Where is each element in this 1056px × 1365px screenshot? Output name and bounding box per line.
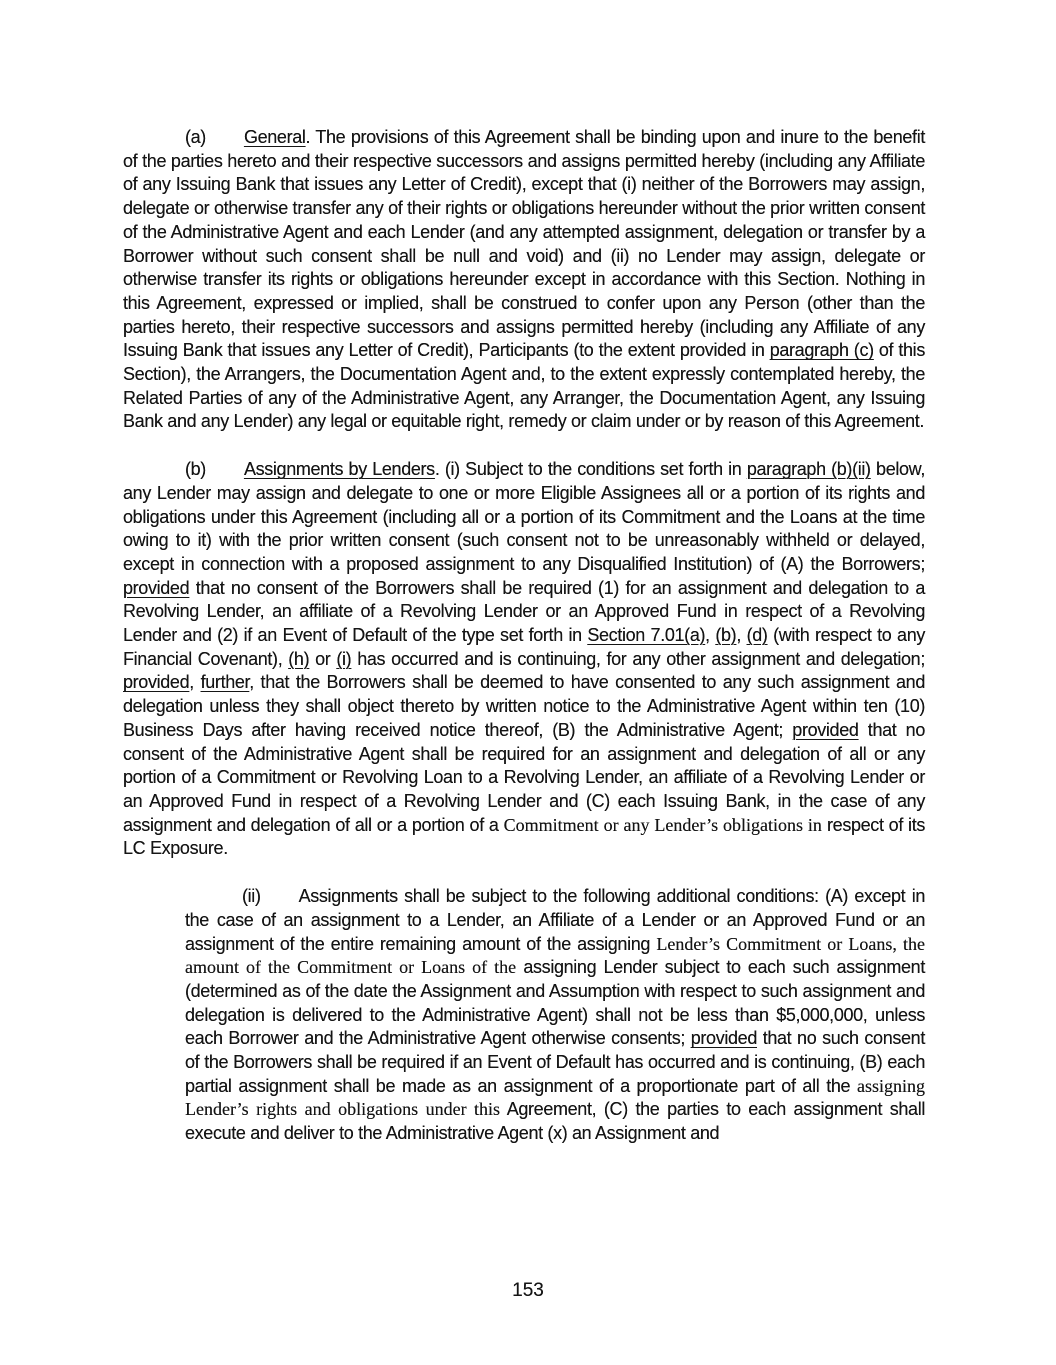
text-segment: (a) — [185, 127, 206, 147]
text-segment: has occurred and is continuing, for any other assignment and delegation; — [351, 648, 925, 669]
underlined-term: (h) — [288, 648, 310, 669]
text-segment: Agreement, (C) the parties to each assignment shall execute and deliver to the Administrative Agent (x) an Assignment and — [185, 1099, 926, 1144]
underlined-term: provided — [123, 577, 190, 598]
text-segment: that no such consent of the Borrowers shall be required if an Event of Default has occurred and is continuing, (B) each partial assignment shall be made as an assignment of a proportionate part of all the — [185, 1028, 925, 1096]
text-segment: assigning Lender subject to each such assignment (determined as of the date the Assignment and Assumption with respect to such assignment and delegation is delivered to the Administrative Agent) shall not be less than $5,000,000, unless each Borrower and the Administrative Agent otherwise consents; — [185, 957, 925, 1049]
document-body — [123, 126, 925, 1170]
underlined-term: Section 7.01(a) — [587, 625, 706, 646]
text-segment: , — [189, 672, 201, 693]
text-segment: (with respect to any Financial Covenant), — [123, 625, 925, 669]
text-segment: that no consent of the Administrative Agent shall be required for an assignment and delegation of all or any portion of a Commitment or Revolving Loan to a Revolving Lender, an affiliate of a Revolving Lender or an Approved Fund in respect of a Revolving Lender and (C) each Issuing Bank, in the case of any assignment and delegation of all or a portion of a — [123, 719, 926, 835]
text-segment: of this Section), the Arrangers, the Documentation Agent and, to the extent expressly contemplated hereby, the Related Parties of any of the Administrative Agent, any Arranger, the Documentation Agent, any Issuing Bank and any Lender) any legal or equitable right, remedy or claim under or by reason of this Agreement. — [123, 340, 925, 432]
text-segment: (ii) — [242, 886, 261, 907]
text-segment: , — [705, 625, 716, 646]
underlined-term: provided — [123, 672, 190, 693]
text-segment: (b) — [185, 459, 206, 480]
underlined-term: paragraph (c) — [769, 340, 874, 361]
paragraph-a — [123, 126, 925, 434]
text-segment: . (i) Subject to the conditions set forth in — [434, 459, 747, 480]
underlined-term: provided — [690, 1028, 757, 1049]
underlined-term: (i) — [336, 648, 352, 669]
paragraph-b-ii — [185, 885, 925, 1146]
underlined-term: (b) — [715, 625, 737, 646]
page-number: 153 — [512, 1280, 544, 1301]
underlined-term: paragraph (b)(ii) — [746, 459, 871, 480]
text-segment: Commitment or any Lender’s obligations in — [503, 814, 822, 835]
text-segment: assigning Lender’s rights and obligations under this — [185, 1075, 925, 1120]
underlined-term: provided — [792, 719, 859, 740]
text-segment: respect of its LC Exposure. — [123, 814, 926, 859]
underlined-term: (d) — [746, 625, 768, 646]
paragraph-b — [123, 458, 925, 861]
text-segment: below, any Lender may assign and delegate to one or more Eligible Assignees all or a portion of its rights and obligations under this Agreement (including all or a portion of its Commitment and the Loans at the time owing to it) with the prior written consent (such consent not to be unreasonably withheld or delayed, except in connection with a proposed assignment to any Disqualified Institution) of (A) the Borrowers; — [123, 459, 925, 574]
text-segment: Lender’s Commitment or Loans, the amount of the Commitment or Loans of the — [185, 933, 925, 978]
text-segment: that no consent of the Borrowers shall be required (1) for an assignment and delegation to a Revolving Lender, an affiliate of a Revolving Lender or an Approved Fund in respect of a Revolving Lender and (2) if an Event of Default of the type set forth in — [123, 577, 925, 646]
text-segment: , that the Borrowers shall be deemed to have consented to any such assignment and delegation unless they shall object thereto by written notice to the Administrative Agent within ten (10) Business Days after having received notice thereof, (B) the Administrative Agent; — [123, 672, 925, 740]
text-segment: or — [309, 648, 337, 669]
underlined-term: General — [243, 127, 306, 147]
text-segment: , — [736, 625, 747, 646]
text-segment: . The provisions of this Agreement shall be binding upon and inure to the benefit of the parties hereto and their respective successors and assigns permitted hereby (including any Affiliate of any Issuing Bank that issues any Letter of Credit), except that (i) neither of the Borrowers may assign, delegate or otherwise transfer any of their rights or obligations hereunder without the prior written consent of the Administrative Agent and each Lender (and any attempted assignment, delegation or transfer by a Borrower without such consent shall be null and void) and (ii) no Lender may assign, delegate or otherwise transfer its rights or obligations hereunder except in accordance with this Section. Nothing in this Agreement, expressed or implied, shall be construed to confer upon any Person (other than the parties hereto, their respective successors and assigns permitted hereby (including any Affiliate of any Issuing Bank that issues any Letter of Credit), Participants (to the extent provided in — [123, 127, 925, 361]
underlined-term: further — [200, 672, 250, 693]
text-segment: Assignments shall be subject to the following additional conditions: (A) except in the case of an assignment to a Lender, an Affiliate of a Lender or an Approved Fund or an assignment of the entire remaining amount of the assigning — [185, 886, 925, 954]
underlined-term: Assignments by Lenders — [243, 459, 435, 480]
